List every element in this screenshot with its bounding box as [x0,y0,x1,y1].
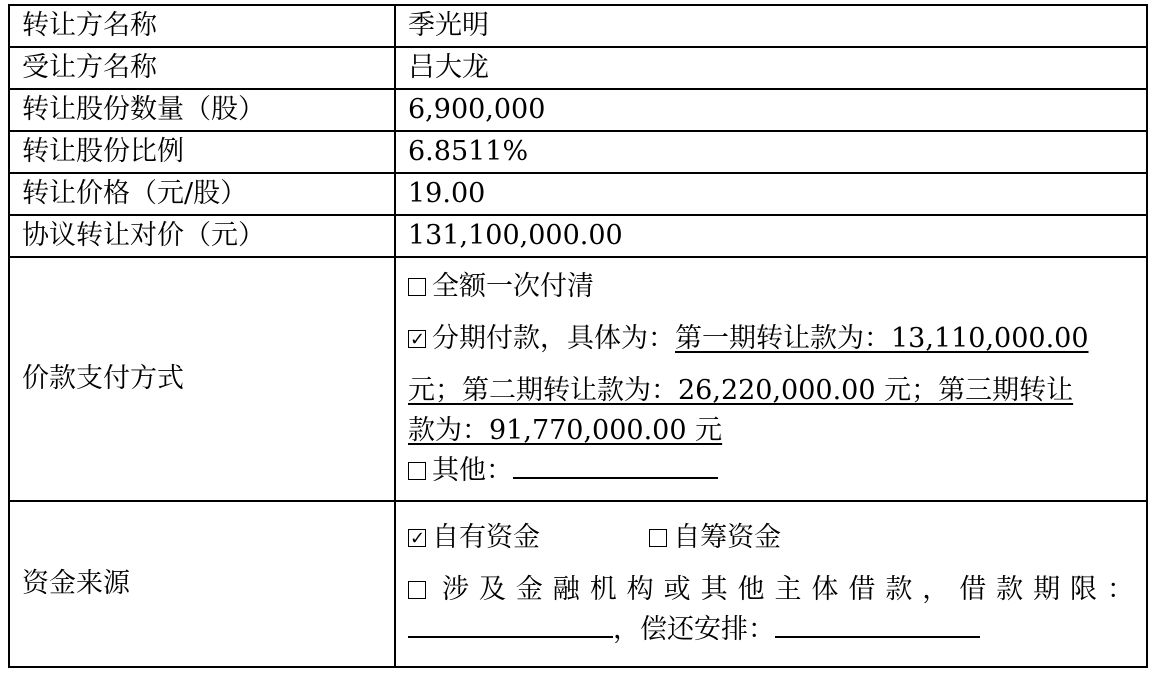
row-label: 转让股份比例 [9,131,395,173]
unchecked-box-icon[interactable] [408,462,426,480]
unchecked-box-icon[interactable] [408,581,426,599]
row-label: 转让股份数量（股） [9,89,395,131]
checked-box-icon[interactable] [408,529,426,547]
row-value: 6.8511% [395,131,1147,173]
funding-label: 资金来源 [9,501,395,667]
option-raised-funds: 自筹资金 [673,522,782,553]
table-row [9,173,1147,215]
installment-line-3-wrap [408,411,1134,451]
unchecked-box-icon[interactable] [408,278,426,296]
loan-details [408,610,1134,650]
funding-option-line [408,518,1134,558]
other-blank-field[interactable] [513,451,718,479]
funding-source-row [9,501,1147,667]
installment-line-3: 款为：91,770,000.00 元 [408,415,723,446]
row-value: 6,900,000 [395,89,1147,131]
option-full-payment [408,267,1134,307]
option-installment [408,319,1134,359]
installment-line-1: 第一期转让款为：13,110,000.00 [675,323,1089,354]
loan-term-blank-field[interactable] [408,610,613,638]
row-value: 19.00 [395,173,1147,215]
row-label: 协议转让对价（元） [9,215,395,257]
option-own-funds: 自有资金 [432,522,540,553]
installment-line-2: 元；第二期转让款为：26,220,000.00 元；第三期转让 [408,375,1074,406]
table-row [9,215,1147,257]
row-label: 转让价格（元/股） [9,173,395,215]
unchecked-box-icon[interactable] [649,529,667,547]
funding-options [395,501,1147,667]
option-installment-label: 分期付款，具体为： [432,323,675,354]
table-row [9,47,1147,89]
checked-box-icon[interactable] [408,330,426,348]
share-transfer-table [8,4,1148,668]
row-value: 季光明 [395,5,1147,47]
table-row [9,131,1147,173]
payment-method-row [9,257,1147,501]
row-label: 转让方名称 [9,5,395,47]
row-value: 吕大龙 [395,47,1147,89]
option-other-label: 其他： [432,455,513,486]
row-label: 受让方名称 [9,47,395,89]
payment-label: 价款支付方式 [9,257,395,501]
option-other [408,451,1134,491]
table-row [9,89,1147,131]
option-loan [408,570,1134,610]
row-value: 131,100,000.00 [395,215,1147,257]
table-row [9,5,1147,47]
payment-options [395,257,1147,501]
option-full-label: 全额一次付清 [432,271,594,302]
repay-blank-field[interactable] [775,610,980,638]
repay-label: ，偿还安排： [613,614,775,645]
option-loan-label: 涉及金融机构或其他主体借款，借款期限： [432,574,1134,605]
